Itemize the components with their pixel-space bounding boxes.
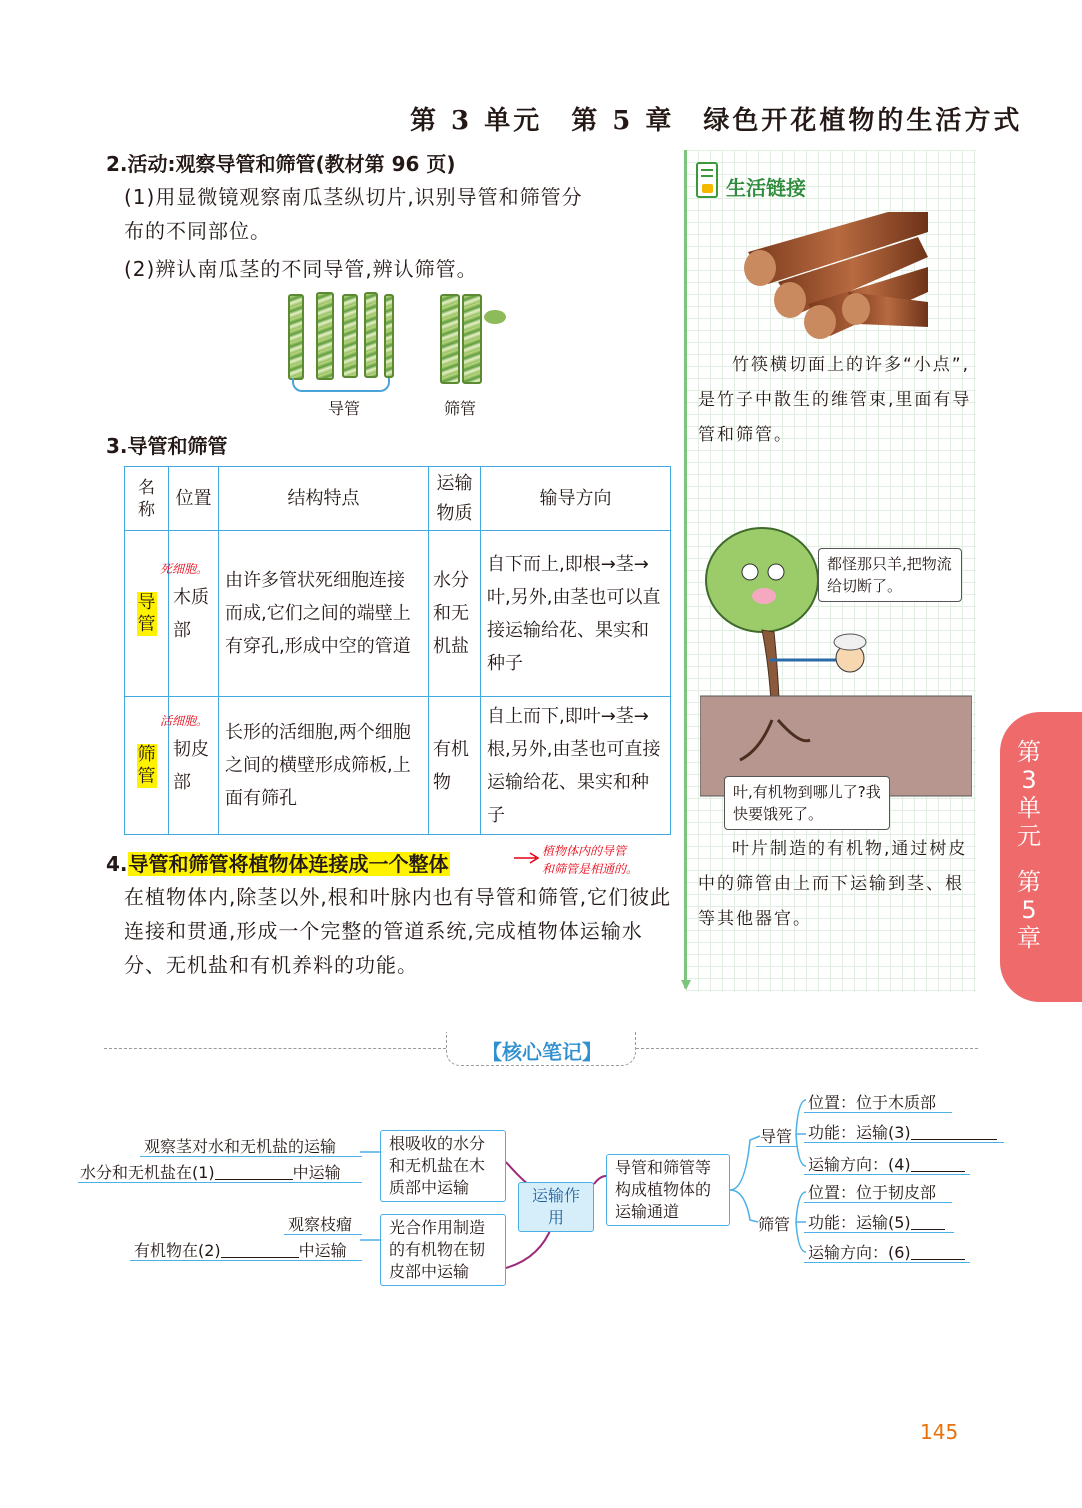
- header-direction: 输导方向: [481, 467, 671, 531]
- chapter-tab-char: 第: [1017, 738, 1041, 766]
- note-water-line: [80, 1160, 341, 1183]
- row2-direction: 自上而下,即叶→茎→根,另外,由茎也可直接运输给花、果实和种子: [481, 697, 671, 835]
- note-organic-suffix: 中运输: [298, 1241, 347, 1260]
- page-number: 145: [920, 1420, 959, 1444]
- note-organic-prefix: 有机物在(2): [134, 1241, 221, 1260]
- note-sieve-position: 位置：位于韧皮部: [808, 1183, 937, 1202]
- underline: [804, 1142, 1004, 1143]
- row1-substance: 水分和无机盐: [429, 531, 481, 697]
- vessel-sieve-table: [124, 466, 671, 835]
- speech-bubble-1: 都怪那只羊,把物流给切断了。: [818, 548, 962, 602]
- chapter-tab-char: 元: [1017, 822, 1041, 850]
- section-2-item1-line2: 布的不同部位。: [124, 219, 271, 243]
- box-organic-transport: 光合作用制造的有机物在韧皮部中运输: [380, 1214, 506, 1286]
- row1-name: 导管: [137, 591, 156, 635]
- header-substance-line1: 运输: [436, 472, 473, 494]
- row2-name: 筛管: [137, 743, 156, 787]
- section-2-item1-line1: (1)用显微镜观察南瓜茎纵切片,识别导管和筛管分: [124, 185, 583, 209]
- chapter-tab-char: 单: [1017, 794, 1041, 822]
- note-sieve-function-text: 功能：运输(5): [808, 1213, 911, 1232]
- row2-structure: 长形的活细胞,两个细胞之间的横壁形成筛板,上面有筛孔: [219, 697, 429, 835]
- header-substance: [429, 467, 481, 531]
- underline: [756, 1146, 798, 1147]
- chopsticks-illustration: [738, 212, 928, 342]
- header-structure: 结构特点: [219, 467, 429, 531]
- side-panel-divider: [684, 150, 687, 988]
- section-4-title-text: 导管和筛管将植物体连接成一个整体: [128, 852, 449, 876]
- note-vessel-function: [808, 1120, 997, 1143]
- row2-position: 韧皮部: [169, 697, 219, 835]
- note-vessel-direction-text: 运输方向：(4): [808, 1155, 911, 1174]
- note-vessel-function-text: 功能：运输(3): [808, 1123, 911, 1142]
- note-sieve-function: [808, 1210, 945, 1233]
- notes-divider-right: [636, 1048, 978, 1049]
- note-sieve-direction-text: 运输方向：(6): [808, 1243, 911, 1262]
- box-transport-function: 运输作用: [518, 1182, 594, 1232]
- underline: [130, 1260, 362, 1261]
- row1-position: 木质部: [169, 531, 219, 697]
- row2-handwritten-note: 活细胞。: [160, 714, 209, 728]
- chapter-tab-char: 5: [1021, 896, 1037, 924]
- row1-handwritten-note: 死细胞。: [160, 562, 209, 576]
- section-4-title: [106, 848, 450, 877]
- notes-title: 【核心笔记】: [482, 1040, 602, 1064]
- blank-6[interactable]: [911, 1244, 965, 1260]
- blank-5[interactable]: [911, 1214, 945, 1230]
- box-transport-channel: 导管和筛管等构成植物体的运输通道: [606, 1154, 730, 1226]
- underline: [804, 1262, 970, 1263]
- notes-title-frame: [446, 1032, 636, 1066]
- note-vessel-direction: [808, 1152, 965, 1175]
- note-organic-line: [134, 1238, 347, 1261]
- header-name: 名称: [125, 467, 169, 531]
- section-4-body: 在植物体内,除茎以外,根和叶脉内也有导管和筛管,它们彼此连接和贯通,形成一个完整的管道系统,完成植物体运输水分、无机盐和有机养料的功能。: [124, 885, 672, 977]
- underline: [804, 1202, 952, 1203]
- note-water-suffix: 中运输: [292, 1163, 341, 1182]
- section-3-title: 3.导管和筛管: [106, 434, 228, 458]
- section-4-note-line1: 植物体内的导管: [542, 844, 627, 858]
- notes-divider-left: [104, 1048, 446, 1049]
- side-panel-text-1: 竹筷横切面上的许多“小点”,是竹子中散生的维管束,里面有导管和筛管。: [698, 355, 972, 445]
- header-substance-line2: 物质: [436, 502, 473, 524]
- underline: [804, 1112, 952, 1113]
- box-water-transport: 根吸收的水分和无机盐在木质部中运输: [380, 1130, 506, 1202]
- section-4-number: 4.: [106, 852, 128, 876]
- note-sieve: 筛管: [758, 1215, 791, 1234]
- row1-direction: 自下而上,即根→茎→叶,另外,由茎也可以直接运输给花、果实和种子: [481, 531, 671, 697]
- note-vessel-position: 位置：位于木质部: [808, 1093, 937, 1112]
- vessel-caption: 导管: [328, 399, 361, 418]
- chapter-tab-char: 章: [1017, 924, 1041, 952]
- chapter-tab-char: 3: [1021, 766, 1037, 794]
- blank-2[interactable]: [221, 1242, 299, 1258]
- underline: [804, 1232, 954, 1233]
- arrow-down-icon: [680, 978, 692, 992]
- underline: [804, 1174, 970, 1175]
- blank-3[interactable]: [911, 1124, 997, 1140]
- underline: [78, 1182, 362, 1183]
- blank-4[interactable]: [911, 1156, 965, 1172]
- note-vessel: 导管: [760, 1127, 793, 1146]
- section-4-note-line2: 和筛管是相通的。: [542, 862, 639, 876]
- table-row: [125, 531, 671, 697]
- arrow-icon: [512, 848, 542, 868]
- note-observe-tumor: 观察枝瘤: [288, 1215, 353, 1234]
- side-panel-text-2: 叶片制造的有机物,通过树皮中的筛管由上而下运输到茎、根等其他器官。: [698, 839, 968, 929]
- speech-bubble-2: 叶,有机物到哪儿了?我快要饿死了。: [724, 776, 890, 830]
- underline: [284, 1234, 362, 1235]
- row2-substance: 有机物: [429, 697, 481, 835]
- blank-1[interactable]: [215, 1164, 293, 1180]
- note-sieve-direction: [808, 1240, 965, 1263]
- section-2-title: 2.活动:观察导管和筛管(教材第 96 页): [106, 152, 456, 176]
- notebook-icon: [696, 162, 718, 198]
- underline: [140, 1156, 362, 1157]
- chapter-tab-char: 第: [1017, 868, 1041, 896]
- row1-structure: 由许多管状死细胞连接而成,它们之间的端壁上有穿孔,形成中空的管道: [219, 531, 429, 697]
- section-2-item2: (2)辨认南瓜茎的不同导管,辨认筛管。: [124, 257, 478, 281]
- page-header-title: 第 3 单元 第 5 章 绿色开花植物的生活方式: [410, 106, 1023, 136]
- header-position: 位置: [169, 467, 219, 531]
- note-observe-stem: 观察茎对水和无机盐的运输: [144, 1137, 337, 1156]
- chapter-tab-text: [1014, 738, 1044, 952]
- side-panel-title: 生活链接: [726, 176, 806, 200]
- note-water-prefix: 水分和无机盐在(1): [80, 1163, 215, 1182]
- sieve-caption: 筛管: [444, 399, 477, 418]
